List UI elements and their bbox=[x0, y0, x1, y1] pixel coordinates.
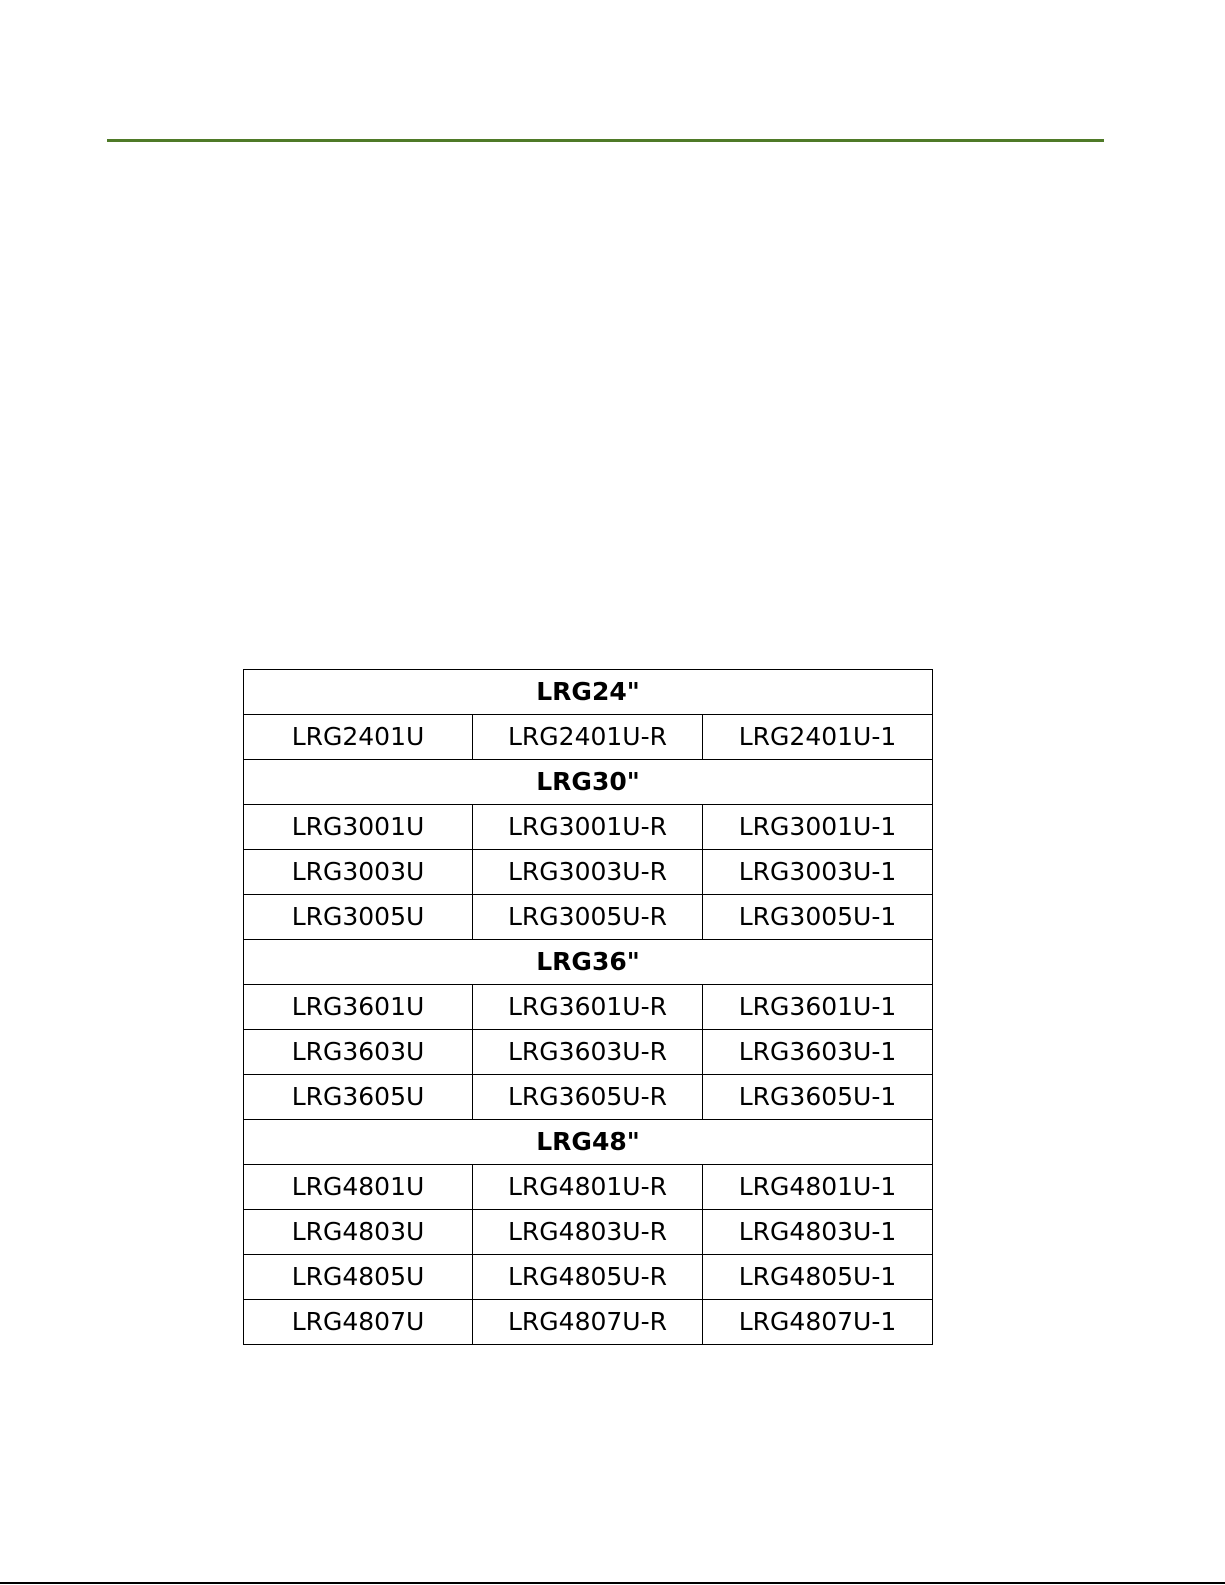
header-divider bbox=[107, 139, 1104, 142]
model-cell: LRG3605U-1 bbox=[703, 1075, 933, 1120]
model-cell: LRG2401U bbox=[244, 715, 473, 760]
model-cell: LRG4805U-R bbox=[473, 1255, 703, 1300]
model-cell: LRG4803U bbox=[244, 1210, 473, 1255]
model-cell: LRG3001U-R bbox=[473, 805, 703, 850]
model-cell: LRG4805U bbox=[244, 1255, 473, 1300]
model-cell: LRG3603U bbox=[244, 1030, 473, 1075]
group-header-lrg30: LRG30" bbox=[244, 760, 933, 805]
model-cell: LRG4803U-1 bbox=[703, 1210, 933, 1255]
group-header-row bbox=[244, 1120, 933, 1165]
model-cell: LRG3003U bbox=[244, 850, 473, 895]
group-header-row bbox=[244, 670, 933, 715]
model-cell: LRG3601U bbox=[244, 985, 473, 1030]
table-row bbox=[244, 850, 933, 895]
table-row bbox=[244, 805, 933, 850]
model-cell: LRG3601U-1 bbox=[703, 985, 933, 1030]
model-cell: LRG3001U bbox=[244, 805, 473, 850]
model-cell: LRG3005U-1 bbox=[703, 895, 933, 940]
table-row bbox=[244, 985, 933, 1030]
model-cell: LRG3003U-1 bbox=[703, 850, 933, 895]
model-cell: LRG3601U-R bbox=[473, 985, 703, 1030]
model-cell: LRG4807U-R bbox=[473, 1300, 703, 1345]
table-row bbox=[244, 1255, 933, 1300]
model-cell: LRG4805U-1 bbox=[703, 1255, 933, 1300]
model-cell: LRG3605U bbox=[244, 1075, 473, 1120]
model-cell: LRG4801U bbox=[244, 1165, 473, 1210]
model-cell: LRG3603U-R bbox=[473, 1030, 703, 1075]
model-cell: LRG2401U-R bbox=[473, 715, 703, 760]
group-header-row bbox=[244, 940, 933, 985]
table-row bbox=[244, 1210, 933, 1255]
model-cell: LRG3605U-R bbox=[473, 1075, 703, 1120]
group-header-row bbox=[244, 760, 933, 805]
model-cell: LRG3003U-R bbox=[473, 850, 703, 895]
model-cell: LRG3603U-1 bbox=[703, 1030, 933, 1075]
table-row bbox=[244, 715, 933, 760]
footer-divider bbox=[0, 1582, 1225, 1584]
table-row bbox=[244, 895, 933, 940]
model-cell: LRG3005U bbox=[244, 895, 473, 940]
table-row bbox=[244, 1030, 933, 1075]
model-cell: LRG4807U bbox=[244, 1300, 473, 1345]
model-cell: LRG3005U-R bbox=[473, 895, 703, 940]
table-row bbox=[244, 1300, 933, 1345]
model-cell: LRG3001U-1 bbox=[703, 805, 933, 850]
model-cell: LRG2401U-1 bbox=[703, 715, 933, 760]
model-cell: LRG4801U-R bbox=[473, 1165, 703, 1210]
group-header-lrg24: LRG24" bbox=[244, 670, 933, 715]
model-cell: LRG4807U-1 bbox=[703, 1300, 933, 1345]
model-cell: LRG4803U-R bbox=[473, 1210, 703, 1255]
group-header-lrg36: LRG36" bbox=[244, 940, 933, 985]
group-header-lrg48: LRG48" bbox=[244, 1120, 933, 1165]
model-cell: LRG4801U-1 bbox=[703, 1165, 933, 1210]
table-row bbox=[244, 1165, 933, 1210]
table-row bbox=[244, 1075, 933, 1120]
model-table bbox=[243, 669, 933, 1345]
